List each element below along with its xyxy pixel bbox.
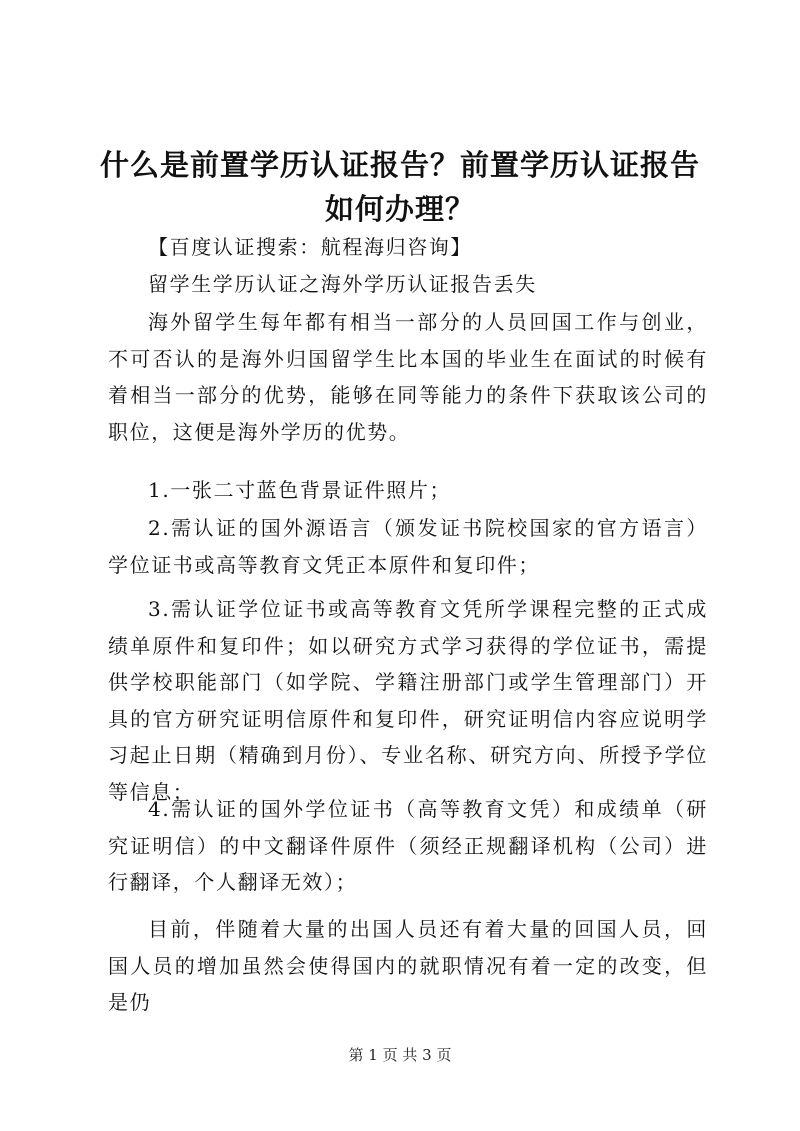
paragraph-search-hint: 【百度认证搜索：航程海归咨询】: [148, 235, 472, 259]
paragraph-intro: 海外留学生每年都有相当一部分的人员回国工作与创业，不可否认的是海外归国留学生比本国的毕业生在面试的时候有着相当一部分的优势，能够在同等能力的条件下获取该公司的职位，这便是海外学历的优势。: [108, 310, 708, 444]
document-title: [60, 143, 740, 231]
page-footer: 第 1 页 共 3 页: [348, 1046, 452, 1064]
title-line-1: 什么是前置学历认证报告？前置学历认证报告: [99, 148, 700, 182]
paragraph-subtitle: 留学生学历认证之海外学历认证报告丢失: [148, 272, 537, 296]
paragraph-item-2: 2.需认证的国外源语言（颁发证书院校国家的官方语言）学位证书或高等教育文凭正本原件和复印件；: [108, 516, 708, 577]
paragraph-item-1: 1.一张二寸蓝色背景证件照片；: [148, 478, 452, 502]
title-line-2: 如何办理？: [324, 192, 475, 226]
paragraph-closing: 目前，伴随着大量的出国人员还有着大量的回国人员，回国人员的增加虽然会使得国内的就职情况有着一定的改变，但是仍: [108, 917, 708, 1014]
paragraph-item-3: 3.需认证学位证书或高等教育文凭所学课程完整的正式成绩单原件和复印件；如以研究方式学习获得的学位证书，需提供学校职能部门（如学院、学籍注册部门或学生管理部门）开具的官方研究证明信原件和复印件，研究证明信内容应说明学习起止日期（精确到月份）、专业名称、研究方向、所授予学位等信息；: [108, 597, 708, 804]
paragraph-item-4: 4.需认证的国外学位证书（高等教育文凭）和成绩单（研究证明信）的中文翻译件原件（须经正规翻译机构（公司）进行翻译，个人翻译无效）；: [108, 797, 708, 894]
